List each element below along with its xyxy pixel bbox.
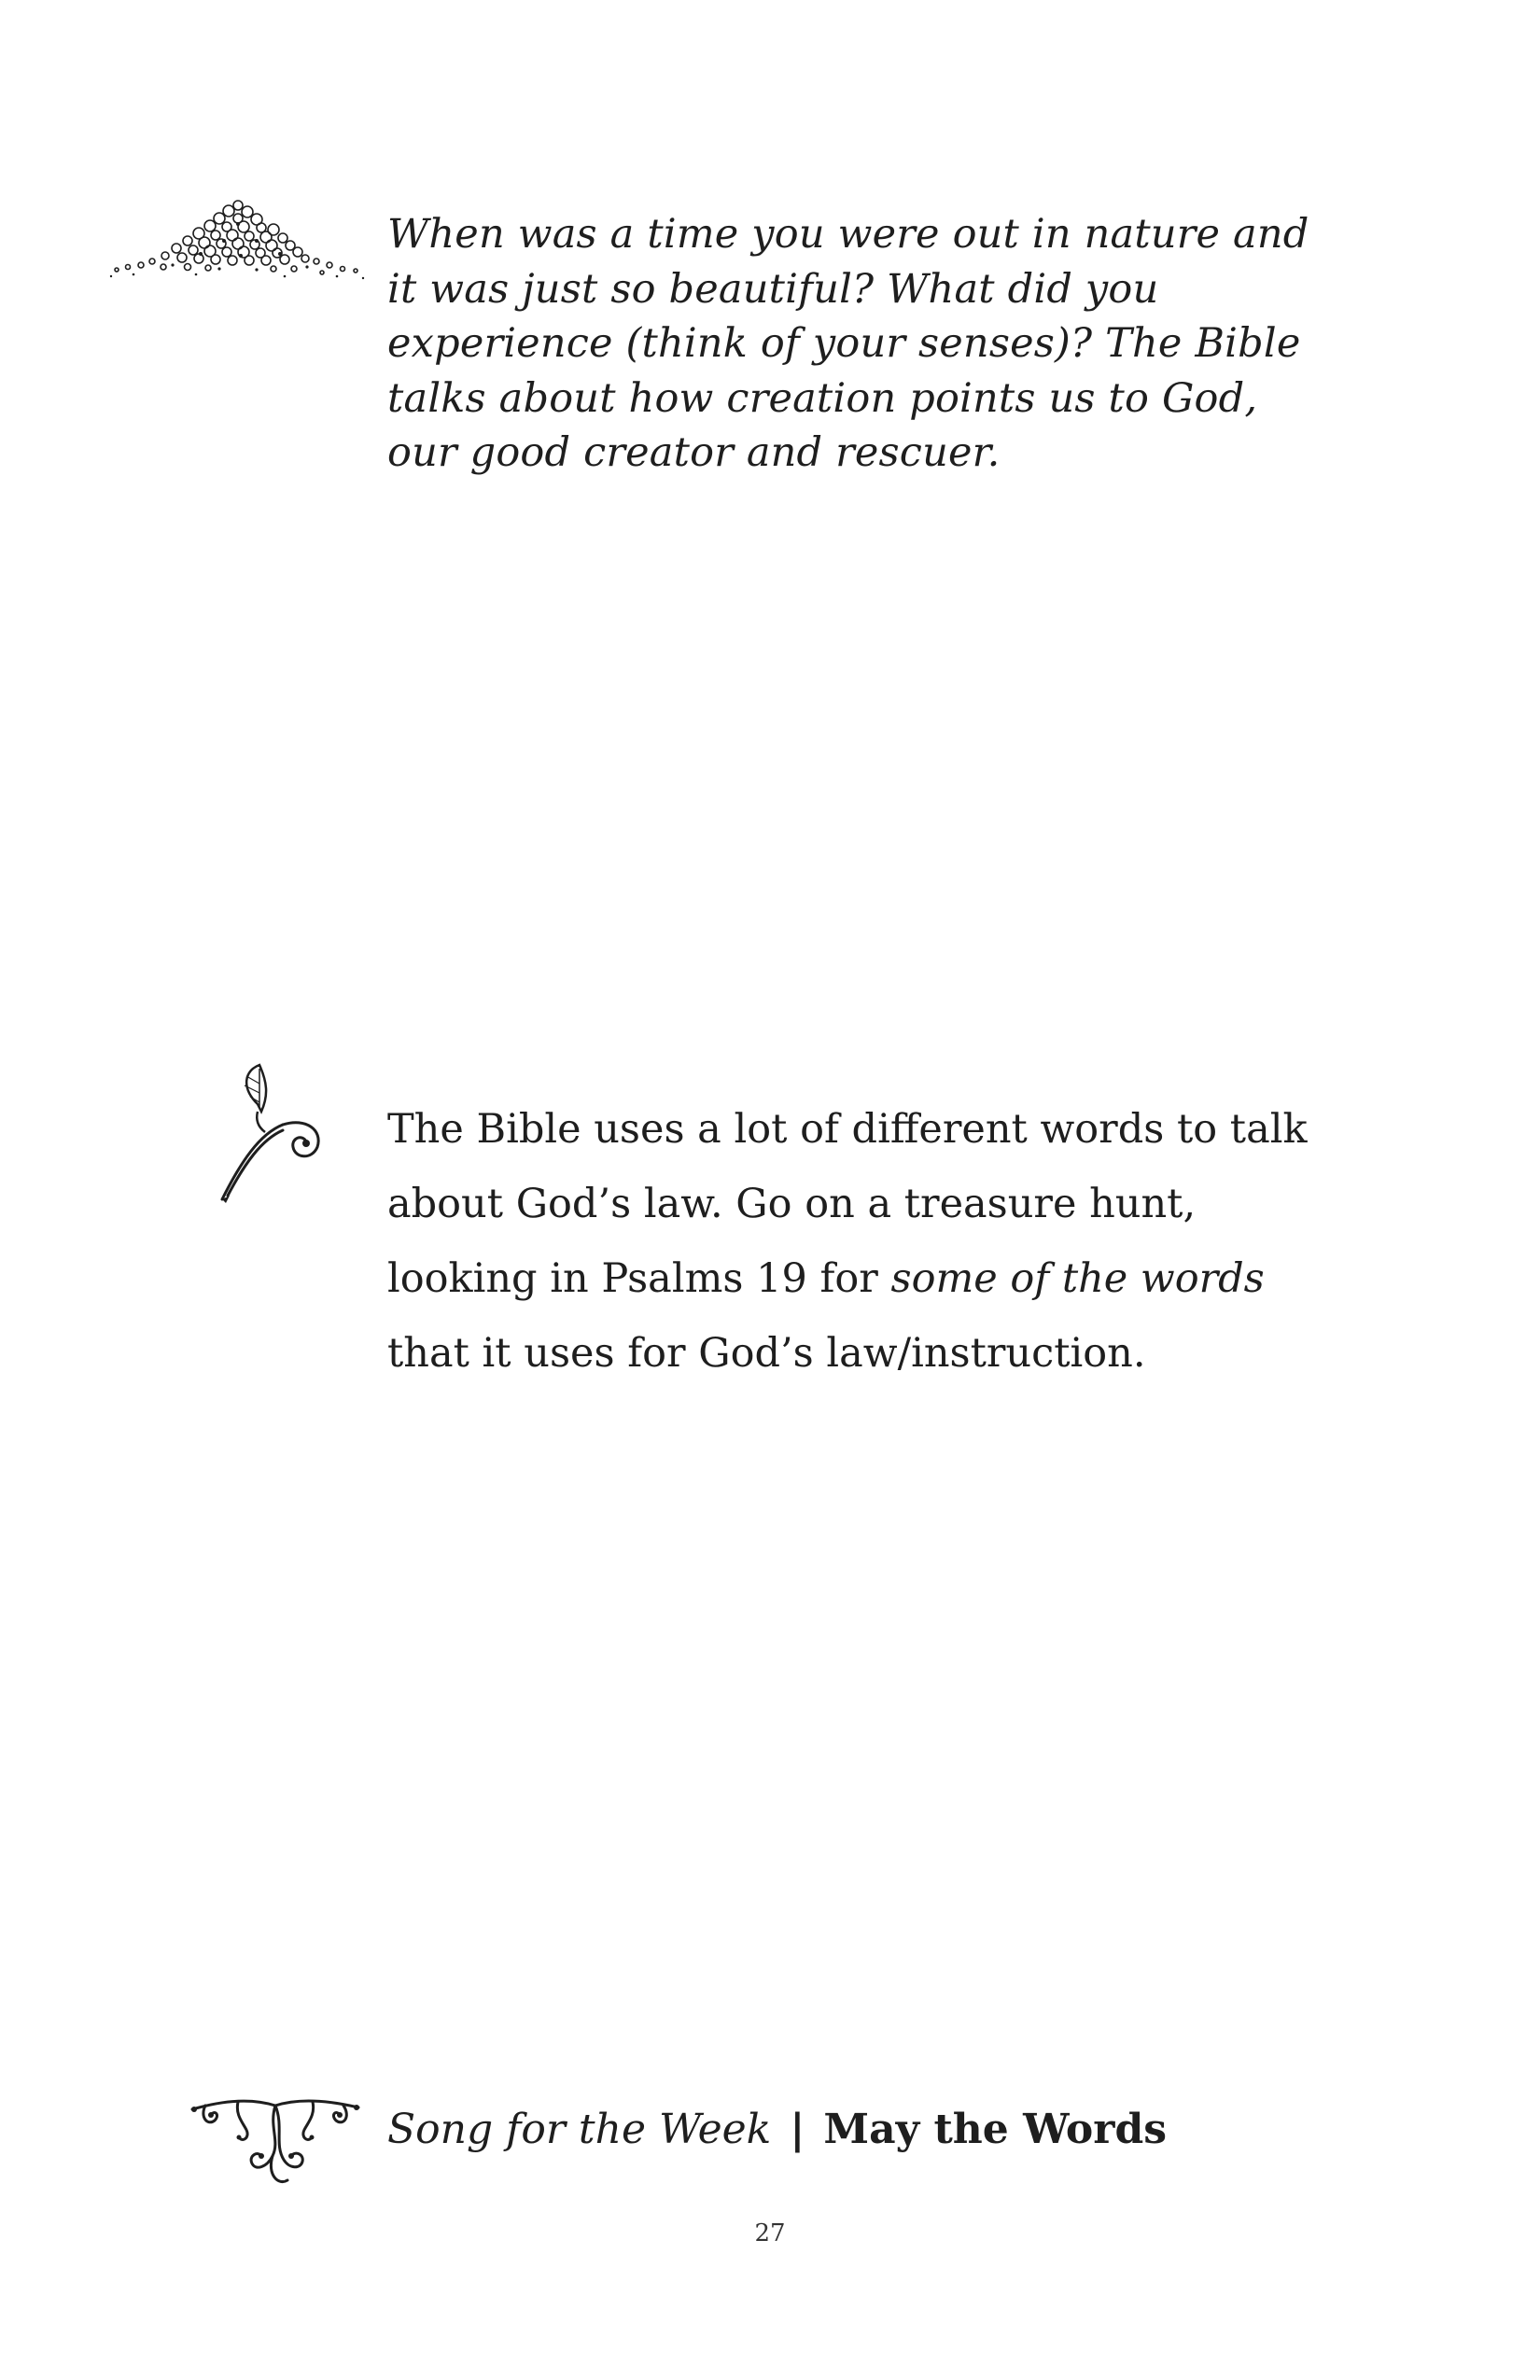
song-label: Song for the Week <box>387 2106 772 2153</box>
page-number: 27 <box>754 2219 786 2247</box>
activity-text-after: that it uses for God’s law/instruction. <box>387 1330 1146 1377</box>
activity-text-before: The Bible uses a lot of different words to talk about God’s law. Go on a treasure hunt, looking in Psalms 19 for <box>387 1106 1308 1302</box>
song-title: May the Words <box>823 2106 1167 2153</box>
activity-text-emphasis: some of the words <box>890 1255 1265 1302</box>
reflection-prompt: When was a time you were out in nature and it was just so beautiful? What did you experience (think of your senses)? The Bible talks about how creation points us to God, our good creator and rescuer. <box>387 211 1309 476</box>
song-for-the-week <box>387 2102 1167 2158</box>
vine-flourish-icon <box>187 2089 364 2191</box>
activity-prompt <box>387 1092 1330 1391</box>
sprout-leaf-icon <box>213 1059 334 1209</box>
song-separator: | <box>790 2106 805 2153</box>
pebble-mound-icon <box>107 187 369 289</box>
